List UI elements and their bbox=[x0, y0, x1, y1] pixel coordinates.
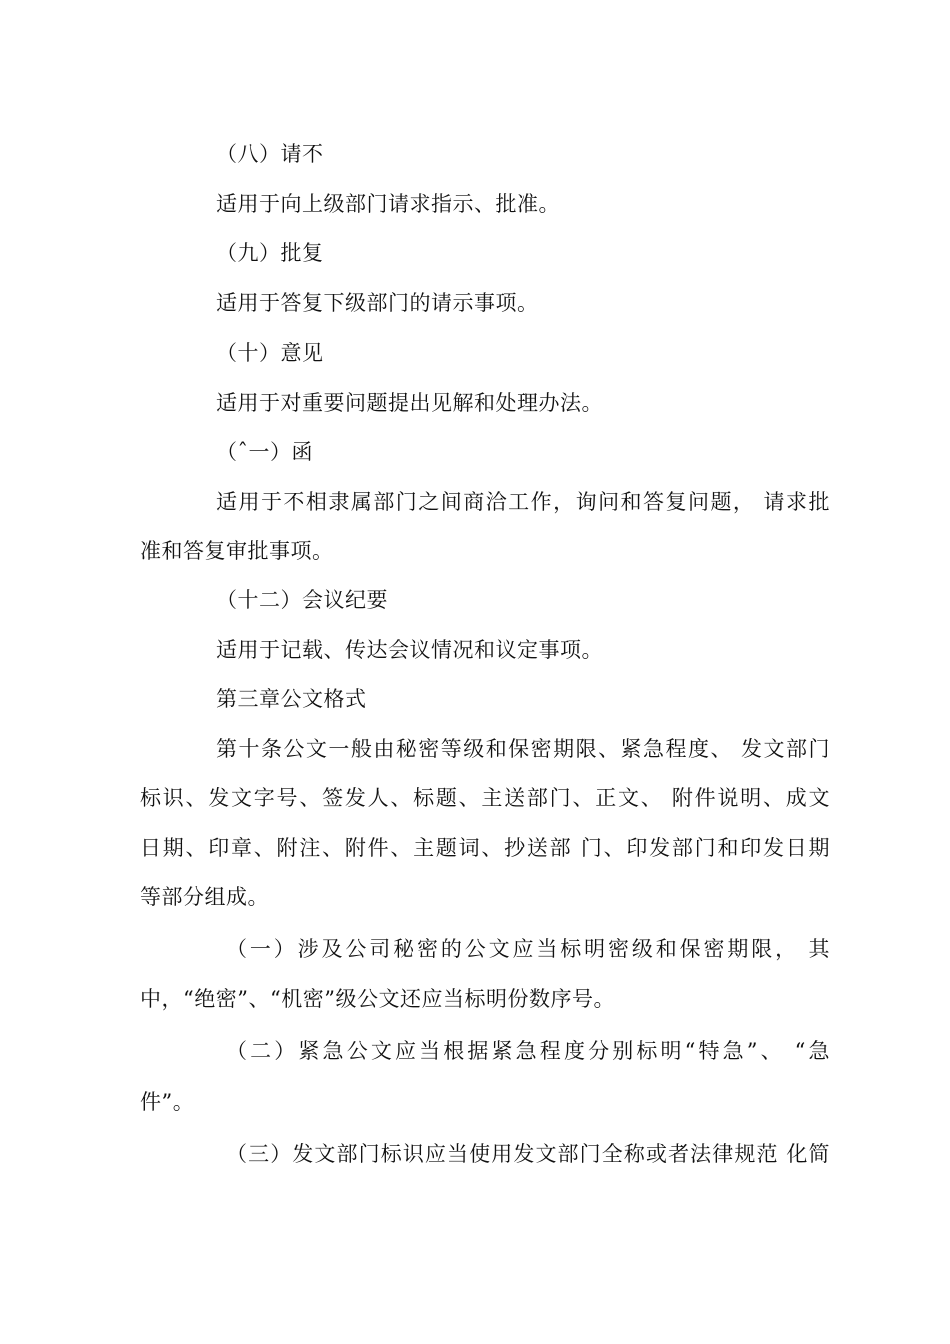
section-heading: （九）批复 bbox=[216, 241, 324, 265]
paragraph-line: 适用于不相隶属部门之间商洽工作，询问和答复问题， 请求批 bbox=[216, 490, 830, 514]
section-heading: （十）意见 bbox=[216, 341, 324, 365]
paragraph-line: 适用于答复下级部门的请示事项。 bbox=[216, 291, 539, 315]
paragraph-line: 标识、发文字号、签发人、标题、主送部门、正文、 附件说明、成文 bbox=[140, 786, 830, 810]
paragraph-line: 第十条公文一般由秘密等级和保密期限、紧急程度、 发文部门 bbox=[216, 737, 830, 761]
paragraph-line: 件”。 bbox=[140, 1090, 195, 1114]
paragraph-line: 中，“绝密”、“机密”级公文还应当标明份数序号。 bbox=[140, 987, 615, 1011]
paragraph-line: 日期、印章、附注、附件、主题词、抄送部 门、印发部门和印发日期 bbox=[140, 836, 830, 860]
paragraph-line: 等部分组成。 bbox=[140, 885, 269, 909]
paragraph-line: （二）紧急公文应当根据紧急程度分别标明“特急”、 “急 bbox=[226, 1039, 830, 1063]
paragraph-line: 适用于对重要问题提出见解和处理办法。 bbox=[216, 391, 603, 415]
section-heading: （ˆ一）函 bbox=[216, 440, 313, 464]
paragraph-line: 适用于记载、传达会议情况和议定事项。 bbox=[216, 638, 603, 662]
paragraph-line: （三）发文部门标识应当使用发文部门全称或者法律规范 化简 bbox=[226, 1142, 830, 1166]
paragraph-line: （一）涉及公司秘密的公文应当标明密级和保密期限， 其 bbox=[226, 937, 830, 961]
paragraph-line: 适用于向上级部门请求指示、批准。 bbox=[216, 192, 560, 216]
section-heading: （十二）会议纪要 bbox=[216, 588, 388, 612]
chapter-heading: 第三章公文格式 bbox=[216, 687, 367, 711]
paragraph-line: 准和答复审批事项。 bbox=[140, 539, 334, 563]
section-heading: （八）请不 bbox=[216, 142, 324, 166]
